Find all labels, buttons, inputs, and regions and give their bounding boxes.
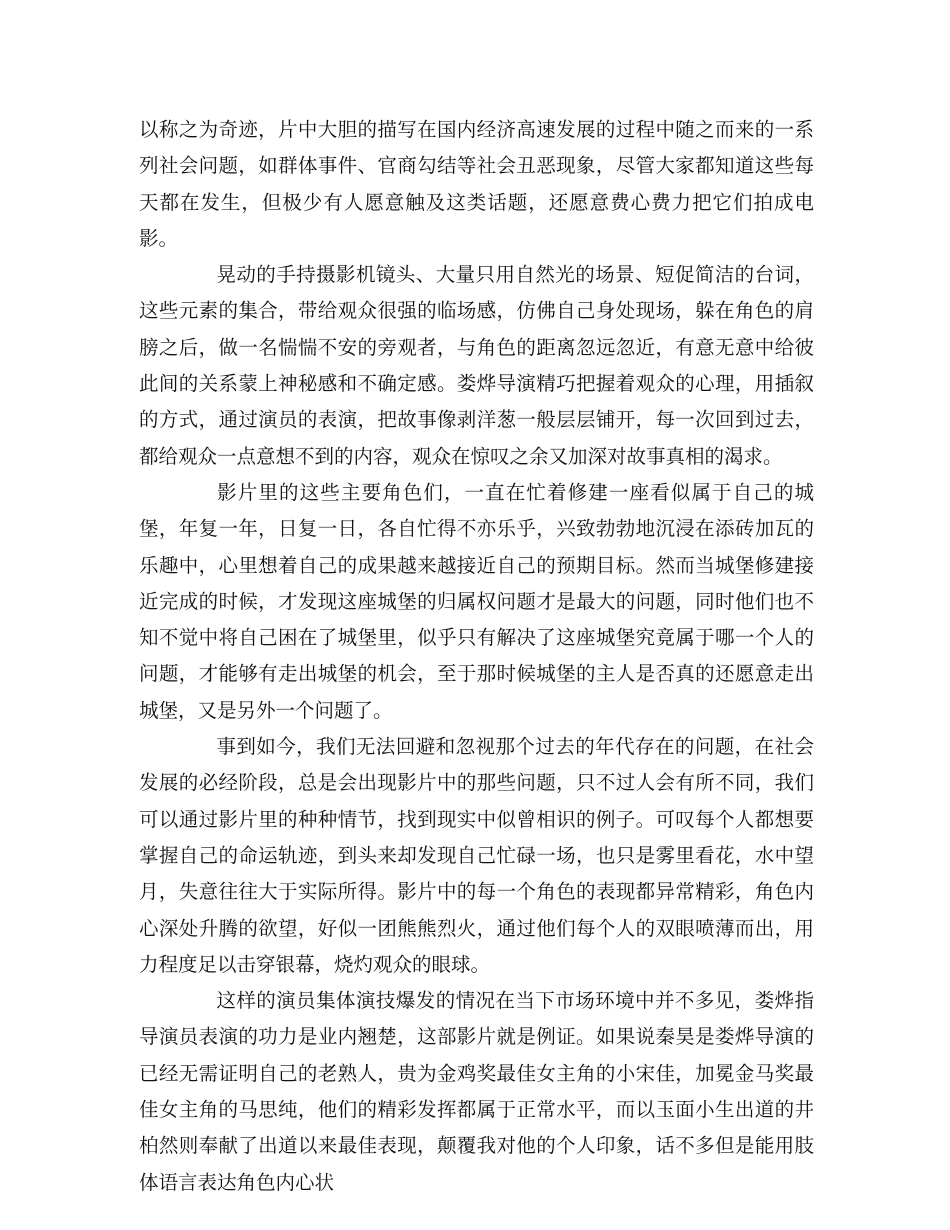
- document-body: [139, 112, 814, 1201]
- paragraph-5: [139, 983, 814, 1201]
- paragraph-4-text: 事到如今，我们无法回避和忽视那个过去的年代存在的问题，在社会发展的必经阶段，总是会出现影片中的那些问题，只不过人会有所不同，我们可以通过影片里的种种情节，找到现实中似曾相识的例子。可叹每个人都想要掌握自己的命运轨迹，到头来却发现自己忙碌一场，也只是雾里看花，水中望月，失意往往大于实际所得。影片中的每一个角色的表现都异常精彩，角色内心深处升腾的欲望，好似一团熊熊烈火，通过他们每个人的双眼喷薄而出，用力程度足以击穿银幕，烧灼观众的眼球。: [139, 735, 814, 976]
- paragraph-2-text: 晃动的手持摄影机镜头、大量只用自然光的场景、短促简洁的台词，这些元素的集合，带给观众很强的临场感，仿佛自己身处现场，躲在角色的肩膀之后，做一名惴惴不安的旁观者，与角色的距离忽远忽近，有意无意中给彼此间的关系蒙上神秘感和不确定感。娄烨导演精巧把握着观众的心理，用插叙的方式，通过演员的表演，把故事像剥洋葱一般层层铺开，每一次回到过去，都给观众一点意想不到的内容，观众在惊叹之余又加深对故事真相的渴求。: [139, 263, 814, 468]
- paragraph-2: [139, 257, 814, 475]
- paragraph-1: 以称之为奇迹，片中大胆的描写在国内经济高速发展的过程中随之而来的一系列社会问题，如群体事件、官商勾结等社会丑恶现象，尽管大家都知道这些每天都在发生，但极少有人愿意触及这类话题，还愿意费心费力把它们拍成电影。: [139, 118, 814, 250]
- paragraph-5-text: 这样的演员集体演技爆发的情况在当下市场环境中并不多见，娄烨指导演员表演的功力是业内翘楚，这部影片就是例证。如果说秦昊是娄烨导演的已经无需证明自己的老熟人，贵为金鸡奖最佳女主角的小宋佳，加冕金马奖最佳女主角的马思纯，他们的精彩发挥都属于正常水平，而以玉面小生出道的井柏然则奉献了出道以来最佳表现，颠覆我对他的个人印象，话不多但是能用肢体语言表达角色内心状: [139, 989, 814, 1194]
- paragraph-3-text: 影片里的这些主要角色们，一直在忙着修建一座看似属于自己的城堡，年复一年，日复一日，各自忙得不亦乐乎，兴致勃勃地沉浸在添砖加瓦的乐趣中，心里想着自己的成果越来越接近自己的预期目标。然而当城堡修建接近完成的时候，才发现这座城堡的归属权问题才是最大的问题，同时他们也不知不觉中将自己困在了城堡里，似乎只有解决了这座城堡究竟属于哪一个人的问题，才能够有走出城堡的机会，至于那时候城堡的主人是否真的还愿意走出城堡，又是另外一个问题了。: [139, 480, 814, 722]
- paragraph-3: [139, 475, 814, 729]
- paragraph-4: [139, 729, 814, 983]
